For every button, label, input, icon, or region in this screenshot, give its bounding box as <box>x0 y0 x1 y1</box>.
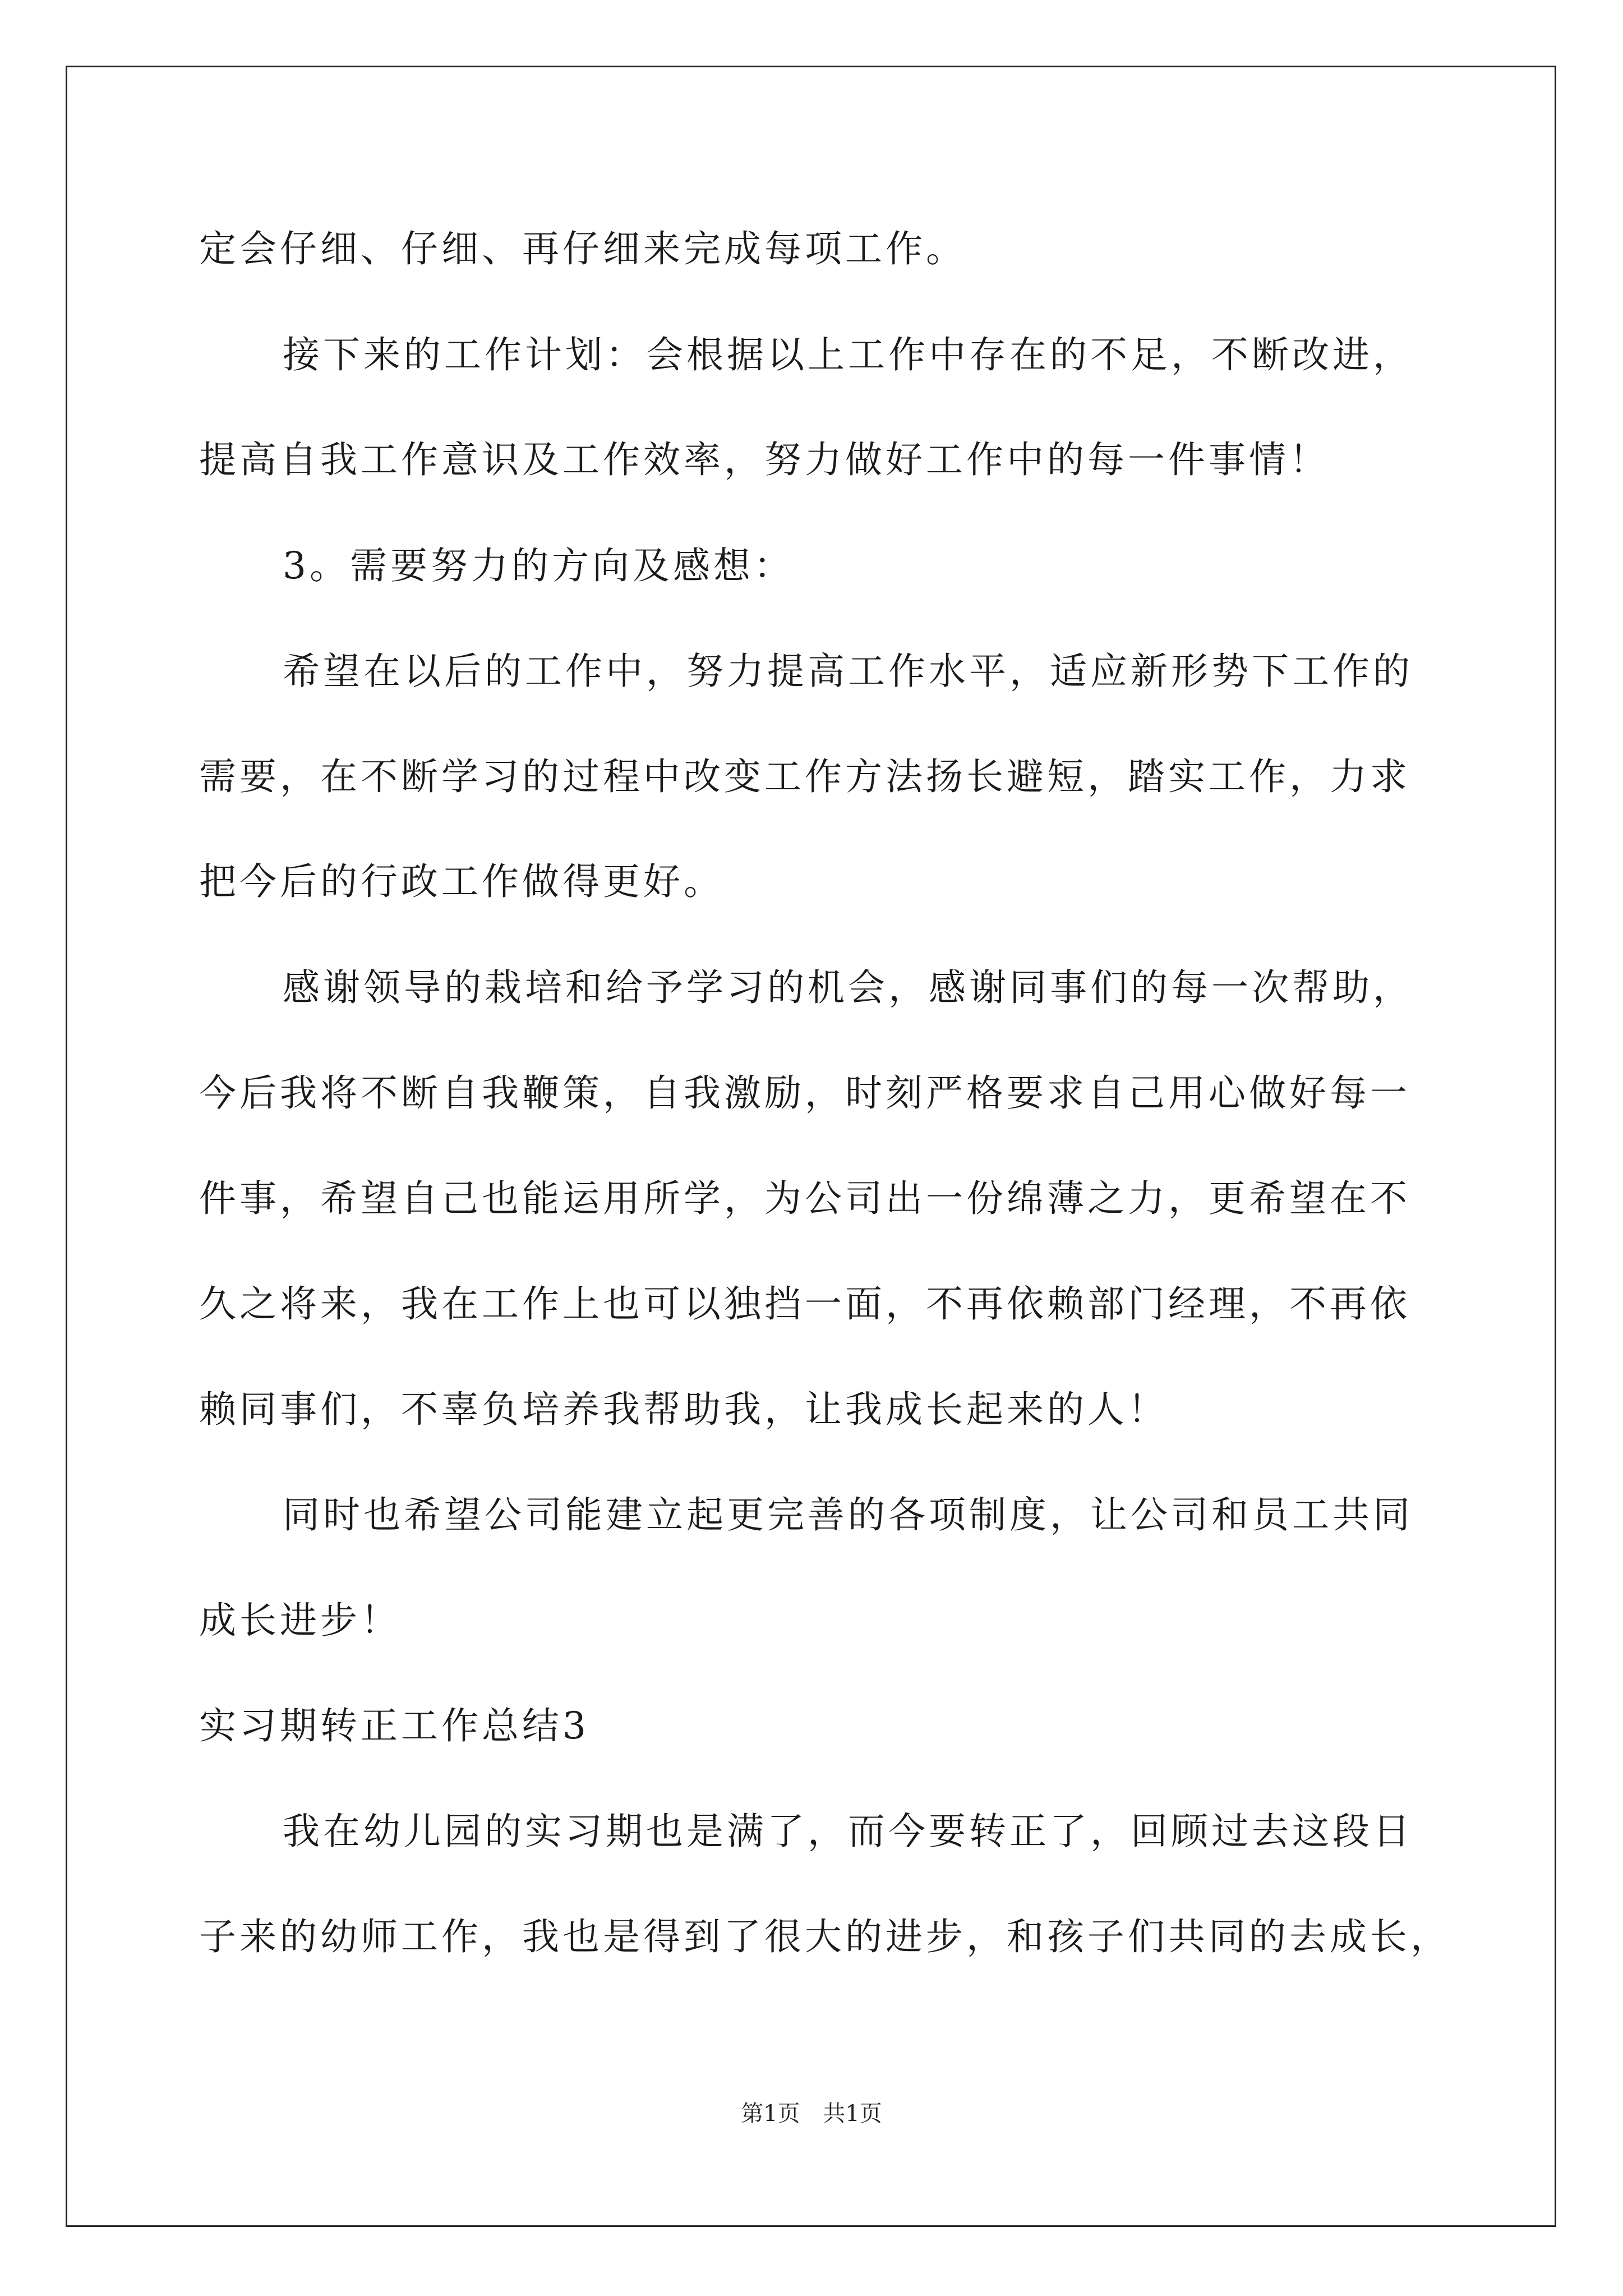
section-heading: 实习期转正工作总结3 <box>199 1704 589 1747</box>
paragraph-line: 子来的幼师工作，我也是得到了很大的进步，和孩子们共同的去成长， <box>199 1915 1451 1958</box>
paragraph-line: 今后我将不断自我鞭策，自我激励，时刻严格要求自己用心做好每一 <box>199 1071 1410 1115</box>
paragraph-line: 件事，希望自己也能运用所学，为公司出一份绵薄之力，更希望在不 <box>199 1177 1410 1220</box>
page-border <box>66 66 1556 2227</box>
page-number-current: 第1页 <box>741 2101 800 2127</box>
paragraph-line: 3。需要努力的方向及感想： <box>283 544 794 587</box>
paragraph-line: 成长进步！ <box>199 1599 401 1642</box>
paragraph-line: 定会仔细、仔细、再仔细来完成每项工作。 <box>199 227 966 270</box>
paragraph-line: 久之将来，我在工作上也可以独挡一面，不再依赖部门经理，不再依 <box>199 1282 1410 1326</box>
paragraph-line: 提高自我工作意识及工作效率，努力做好工作中的每一件事情！ <box>199 438 1330 481</box>
page-footer <box>0 2100 1623 2128</box>
paragraph-line: 感谢领导的栽培和给予学习的机会，感谢同事们的每一次帮助， <box>283 966 1413 1009</box>
page-number-total: 共1页 <box>823 2101 882 2127</box>
paragraph-line: 赖同事们，不辜负培养我帮助我，让我成长起来的人！ <box>199 1388 1168 1431</box>
paragraph-line: 接下来的工作计划：会根据以上工作中存在的不足，不断改进， <box>283 333 1413 376</box>
paragraph-line: 同时也希望公司能建立起更完善的各项制度，让公司和员工共同 <box>283 1493 1413 1536</box>
paragraph-line: 把今后的行政工作做得更好。 <box>199 860 724 903</box>
paragraph-line: 希望在以后的工作中，努力提高工作水平，适应新形势下工作的 <box>283 650 1413 693</box>
paragraph-line: 需要，在不断学习的过程中改变工作方法扬长避短，踏实工作，力求 <box>199 755 1410 798</box>
paragraph-line: 我在幼儿园的实习期也是满了，而今要转正了，回顾过去这段日 <box>283 1810 1413 1853</box>
